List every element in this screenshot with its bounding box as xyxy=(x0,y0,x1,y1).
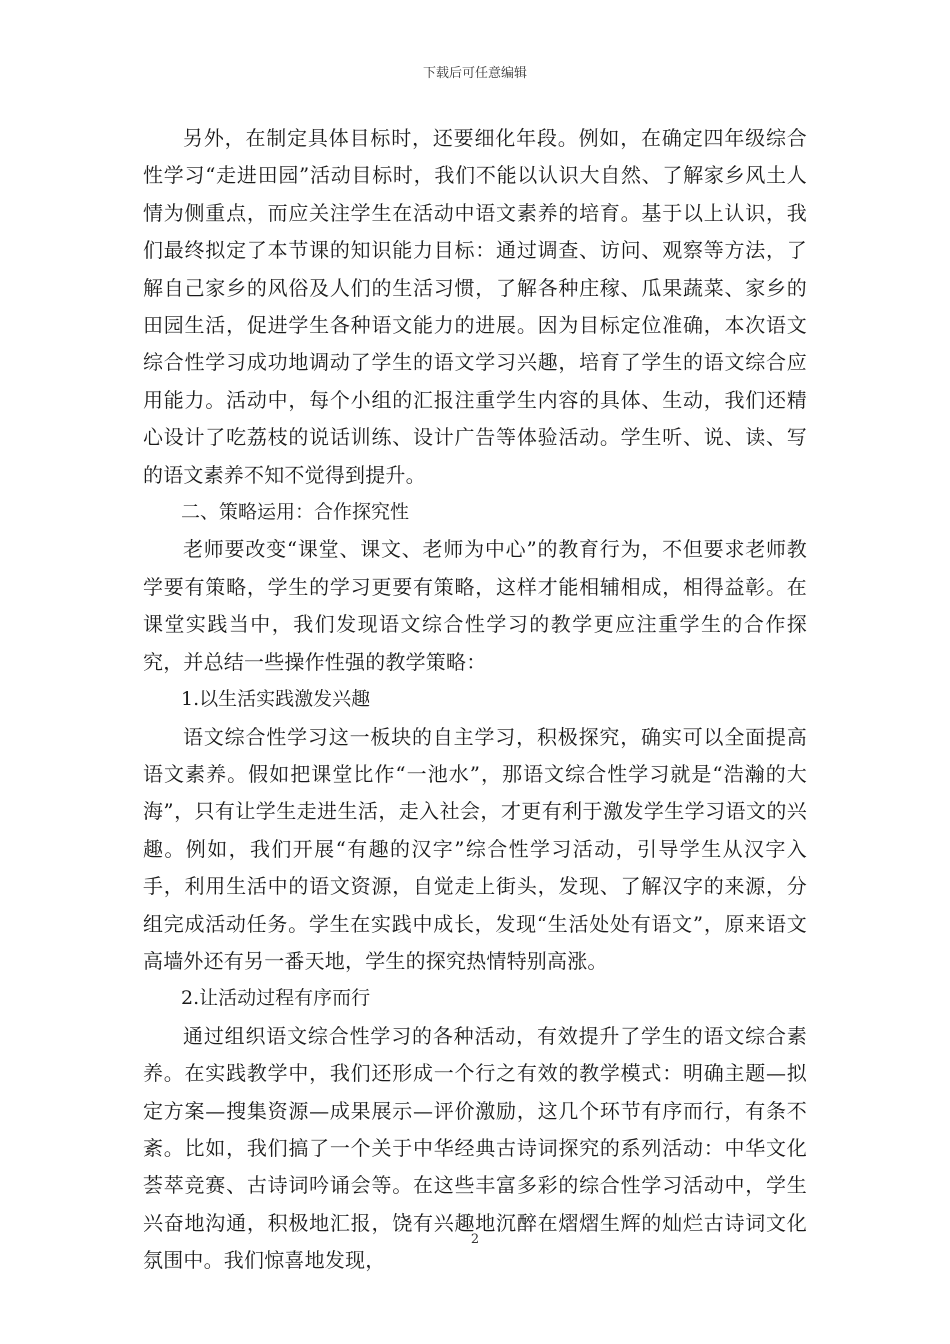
paragraph-goal-refinement: 另外，在制定具体目标时，还要细化年段。例如，在确定四年级综合性学习“走进田园”活动目标时，我们不能以认识大自然、了解家乡风土人情为侧重点，而应关注学生在活动中语文素养的培育。基于以上认识，我们最终拟定了本节课的知识能力目标：通过调查、访问、观察等方法，了解自己家乡的风俗及人们的生活习惯，了解各种庄稼、瓜果蔬菜、家乡的田园生活，促进学生各种语文能力的进展。因为目标定位准确，本次语文综合性学习成功地调动了学生的语文学习兴趣，培育了学生的语文综合应用能力。活动中，每个小组的汇报注重学生内容的具体、生动，我们还精心设计了吃荔枝的说话训练、设计广告等体验活动。学生听、说、读、写的语文素养不知不觉得到提升。 xyxy=(143,126,807,487)
paragraph-teacher-strategy: 老师要改变“课堂、课文、老师为中心”的教育行为，不但要求老师教学要有策略，学生的学习更要有策略，这样才能相辅相成，相得益彰。在课堂实践当中，我们发现语文综合性学习的教学更应注重学生的合作探究，并总结一些操作性强的教学策略： xyxy=(143,537,807,674)
paragraph-life-practice: 语文综合性学习这一板块的自主学习，积极探究，确实可以全面提高语文素养。假如把课堂比作“一池水”，那语文综合性学习就是“浩瀚的大海”，只有让学生走进生活，走入社会，才更有利于激发学生学习语文的兴趣。例如，我们开展“有趣的汉字”综合性学习活动，引导学生从汉字入手，利用生活中的语文资源，自觉走上街头，发现、了解汉字的来源，分组完成活动任务。学生在实践中成长，发现“生活处处有语文”，原来语文高墙外还有另一番天地，学生的探究热情特别高涨。 xyxy=(143,724,807,973)
paragraph-activity-order: 通过组织语文综合性学习的各种活动，有效提升了学生的语文综合素养。在实践教学中，我们还形成一个行之有效的教学模式：明确主题—拟定方案—搜集资源—成果展示—评价激励，这几个环节有序而行，有条不紊。比如，我们搞了一个关于中华经典古诗词探究的系列活动：中华文化荟萃竞赛、古诗词吟诵会等。在这些丰富多彩的综合性学习活动中，学生兴奋地沟通，积极地汇报，饶有兴趣地沉醉在熠熠生辉的灿烂古诗词文化氛围中。我们惊喜地发现， xyxy=(143,1023,807,1273)
subheading-life-practice: 1.以生活实践激发兴趣 xyxy=(181,688,371,711)
page-number: 2 xyxy=(470,1232,480,1247)
document-body xyxy=(143,120,807,1280)
subheading-activity-order: 2.让活动过程有序而行 xyxy=(181,987,371,1010)
section-heading-strategy: 二、策略运用：合作探究性 xyxy=(181,501,410,524)
page-header: 下载后可任意编辑 xyxy=(422,66,527,81)
